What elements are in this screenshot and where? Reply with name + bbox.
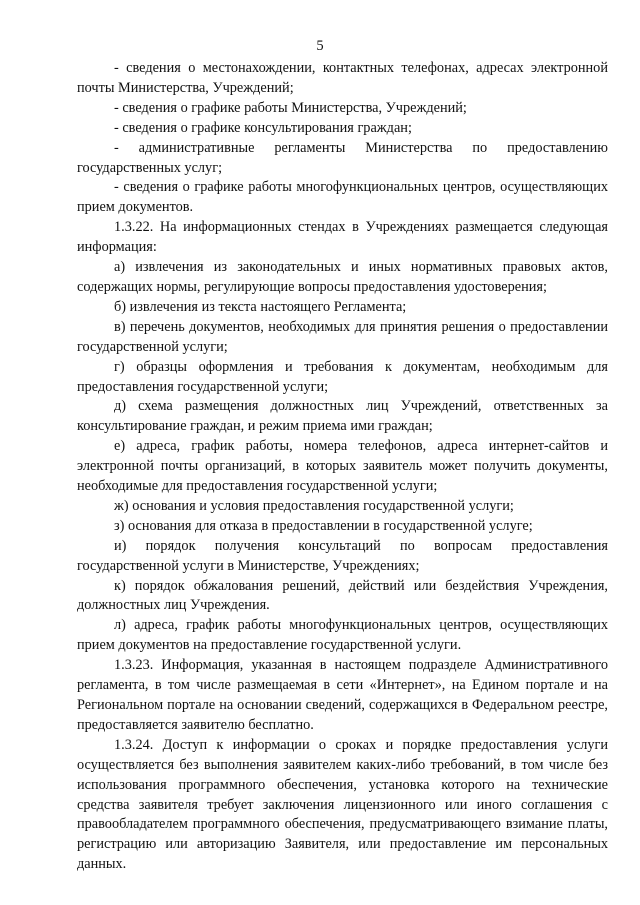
list-item-b: б) извлечения из текста настоящего Регламента; [114,298,407,315]
list-item-d: д) схема размещения должностных лиц Учреждений, ответственных за консультирование граждан, и режим приема ими граждан; [77,398,608,435]
paragraph-admin-regulations: - административные регламенты Министерства по предоставлению государственных услуг; [77,139,608,176]
list-item-a: а) извлечения из законодательных и иных нормативных правовых актов, содержащих нормы, регулирующие вопросы предоставления удостоверения; [77,259,608,295]
list-item-v: в) перечень документов, необходимых для принятия решения о предоставлении государственной услуги; [77,318,608,355]
list-item-k: к) порядок обжалования решений, действий или бездействия Учреждения, должностных лиц Учреждения. [77,577,608,614]
document-body [77,59,608,875]
list-item-zh: ж) основания и условия предоставления государственной услуги; [114,497,514,514]
list-item-z: з) основания для отказа в предоставлении в государственной услуге; [114,517,533,534]
list-item-e: е) адреса, график работы, номера телефонов, адреса интернет-сайтов и электронной почты организаций, в которых заявитель может получить документы, необходимые для предоставления государственной услуги; [77,438,608,495]
paragraph-consulting-schedule: - сведения о графике консультирования граждан; [114,119,412,136]
paragraph-contacts-info: - сведения о местонахождении, контактных телефонах, адресах электронной почты Министерства, Учреждений; [77,60,608,96]
page-number: 5 [316,38,324,54]
list-item-i: и) порядок получения консультаций по вопросам предоставления государственной услуги в Министерстве, Учреждениях; [77,537,608,574]
list-item-g: г) образцы оформления и требования к документам, необходимым для предоставления государственной услуги; [77,358,608,395]
paragraph-1-3-24: 1.3.24. Доступ к информации о сроках и порядке предоставления услуги осуществляется без выполнения заявителем каких-либо требований, в том числе без использования программного обеспечения, установка которого на технические средства заявителя требует заключения лицензионного или иного соглашения с правообладателем программного обеспечения, предусматривающего взимание платы, регистрацию или авторизацию Заявителя, или предоставление им персональных данных. [77,736,608,873]
paragraph-1-3-22: 1.3.22. На информационных стендах в Учреждениях размещается следующая информация: [77,219,608,256]
paragraph-mfc-schedule: - сведения о графике работы многофункциональных центров, осуществляющих прием документов. [77,179,608,216]
paragraph-work-schedule: - сведения о графике работы Министерства, Учреждений; [114,99,467,116]
list-item-l: л) адреса, график работы многофункциональных центров, осуществляющих прием документов на предоставление государственной услуги. [77,617,608,654]
paragraph-1-3-23: 1.3.23. Информация, указанная в настоящем подразделе Административного регламента, в том числе размещаемая в сети «Интернет», на Едином портале и на Региональном портале на основании сведений, содержащихся в Федеральном реестре, предоставляется заявителю бесплатно. [77,657,608,733]
